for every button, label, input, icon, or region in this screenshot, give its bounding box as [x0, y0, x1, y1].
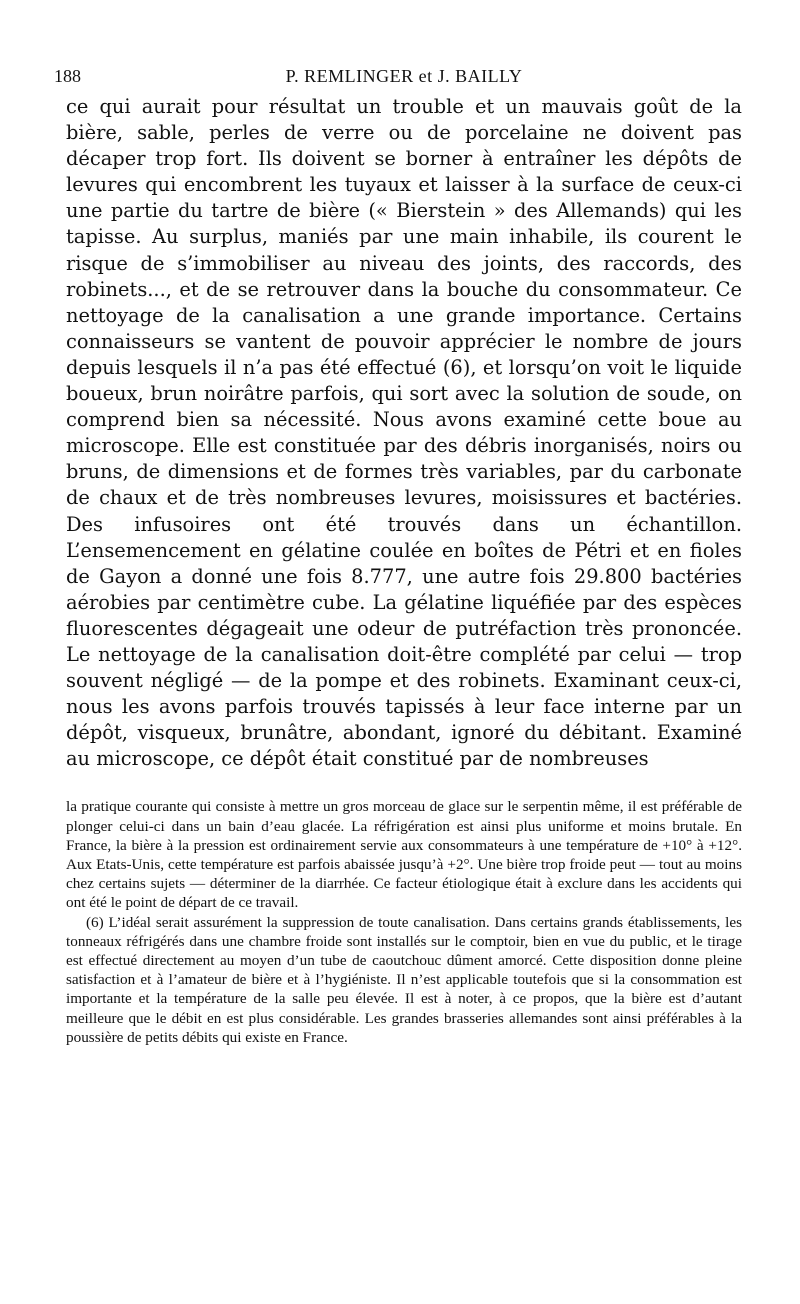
footnote-6: (6) L’idéal serait assurément la suppression de toute canalisation. Dans certains grands établissements, les tonneaux réfrigérés dans une chambre froide sont installés sur le comptoir, bien en vue du public, et le tirage est effectué directement au moyen d’un tube de caoutchouc dûment amorcé. Cette disposition donne pleine satisfaction et à l’amateur de bière et à l’hygiéniste. Il n’est applicable toutefois que si la consommation est importante et la température de la salle peu élevée. Il est à noter, à ce propos, que la bière est d’autant meilleure que le débit en est plus considérable. Les grandes brasseries allemandes sont ainsi préférables à la poussière de petits débits qui existe en France.: [66, 913, 742, 1046]
header-title: P. REMLINGER et J. BAILLY: [285, 66, 523, 86]
running-head: [54, 62, 742, 90]
footnotes: [66, 797, 742, 1047]
document-page: [54, 62, 742, 1047]
main-body-text: ce qui aurait pour résultat un trouble et un mauvais goût de la bière, sable, perles de verre ou de porcelaine ne doivent pas décaper trop fort. Ils doivent se borner à entraîner les dépôts de levures qui encombrent les tuyaux et laisser à la surface de ceux-ci une partie du tartre de bière (« Bierstein » des Allemands) qui les tapisse. Au surplus, maniés par une main inhabile, ils courent le risque de s’immobiliser au niveau des joints, des raccords, des robinets..., et de se retrouver dans la bouche du consommateur. Ce nettoyage de la canalisation a une grande importance. Certains connaisseurs se vantent de pouvoir apprécier le nombre de jours depuis lesquels il n’a pas été effectué (6), et lorsqu’on voit le liquide boueux, brun noirâtre parfois, qui sort avec la solution de soude, on comprend bien sa nécessité. Nous avons examiné cette boue au microscope. Elle est constituée par des débris inorganisés, noirs ou bruns, de dimensions et de formes très variables, par du carbonate de chaux et de très nombreuses levures, moisissures et bactéries. Des infusoires ont été trouvés dans un échantillon. L’ensemencement en gélatine coulée en boîtes de Pétri et en fioles de Gayon a donné une fois 8.777, une autre fois 29.800 bactéries aérobies par centimètre cube. La gélatine liquéfiée par des espèces fluorescentes dégageait une odeur de putréfaction très prononcée. Le nettoyage de la canalisation doit-être complété par celui — trop souvent négligé — de la pompe et des robinets. Examinant ceux-ci, nous les avons parfois trouvés tapissés à leur face interne par un dépôt, visqueux, brunâtre, abondant, ignoré du débitant. Examiné au microscope, ce dépôt était constitué par de nombreuses: [66, 95, 742, 771]
footnote-continuation: la pratique courante qui consiste à mettre un gros morceau de glace sur le serpentin même, il est préférable de plonger celui-ci dans un bain d’eau glacée. La réfrigération est ainsi plus uniforme et moins brutale. En France, la bière à la pression est ordinairement servie aux consommateurs à une température de +10° à +12°. Aux Etats-Unis, cette température est parfois abaissée jusqu’à +2°. Une bière trop froide peut — tout au moins chez certains sujets — déterminer de la diarrhée. Ce facteur étiologique était à exclure dans les accidents qui ont été le point de départ de ce travail.: [66, 798, 742, 912]
page-number: 188: [54, 66, 81, 86]
